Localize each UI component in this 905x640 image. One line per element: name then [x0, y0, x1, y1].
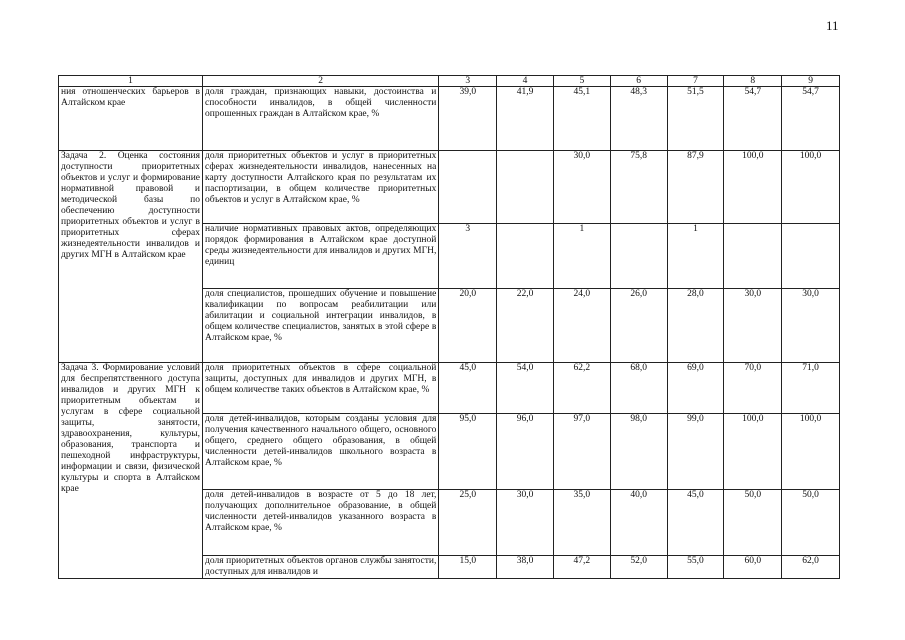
value-cell: 54,7: [782, 87, 840, 151]
value-cell: 97,0: [553, 414, 610, 490]
value-cell: 22,0: [497, 289, 554, 363]
value-cell: 25,0: [439, 490, 497, 556]
header-cell: 4: [497, 76, 554, 87]
value-cell: 69,0: [667, 363, 724, 414]
value-cell: 30,0: [782, 289, 840, 363]
value-cell: 50,0: [782, 490, 840, 556]
value-cell: 50,0: [724, 490, 782, 556]
value-cell: 24,0: [553, 289, 610, 363]
value-cell: 39,0: [439, 87, 497, 151]
value-cell: 70,0: [724, 363, 782, 414]
value-cell: 96,0: [497, 414, 554, 490]
value-cell: 52,0: [610, 556, 667, 579]
value-cell: 100,0: [724, 151, 782, 224]
value-cell: 15,0: [439, 556, 497, 579]
value-cell: 45,0: [439, 363, 497, 414]
value-cell: 71,0: [782, 363, 840, 414]
header-cell: 9: [782, 76, 840, 87]
value-cell: 48,3: [610, 87, 667, 151]
value-cell: 28,0: [667, 289, 724, 363]
value-cell: 47,2: [553, 556, 610, 579]
table-row: [59, 363, 840, 414]
indicator-cell: наличие нормативных правовых актов, определяющих порядок формирования в Алтайском крае доступной среды жизнедеятельности для инвалидов и других МГН, единиц: [203, 224, 439, 289]
table-row: [59, 87, 840, 151]
value-cell: 30,0: [497, 490, 554, 556]
value-cell: 51,5: [667, 87, 724, 151]
value-cell: 54,7: [724, 87, 782, 151]
value-cell: 1: [667, 224, 724, 289]
value-cell: 41,9: [497, 87, 554, 151]
value-cell: [782, 224, 840, 289]
header-cell: 1: [59, 76, 203, 87]
header-cell: 2: [203, 76, 439, 87]
value-cell: 60,0: [724, 556, 782, 579]
value-cell: 99,0: [667, 414, 724, 490]
value-cell: 1: [553, 224, 610, 289]
indicators-table: [58, 75, 840, 579]
header-cell: 8: [724, 76, 782, 87]
task-cell: Задача 2. Оценка состояния доступности приоритетных объектов и услуг и формирование нормативной правовой и методической базы по обеспечению доступности приоритетных объектов и услуг в приоритетных сферах жизнедеятельности инвалидов и других МГН в Алтайском крае: [59, 151, 203, 363]
value-cell: 75,8: [610, 151, 667, 224]
value-cell: 62,2: [553, 363, 610, 414]
value-cell: 68,0: [610, 363, 667, 414]
value-cell: [497, 151, 554, 224]
header-cell: 5: [553, 76, 610, 87]
value-cell: 45,1: [553, 87, 610, 151]
indicator-cell: доля детей-инвалидов, которым созданы условия для получения качественного начального общего, основного общего, среднего общего образования, в общей численности детей-инвалидов школьного возраста в Алтайском крае, %: [203, 414, 439, 490]
indicator-cell: доля граждан, признающих навыки, достоинства и способности инвалидов, в общей численности опрошенных граждан в Алтайском крае, %: [203, 87, 439, 151]
value-cell: 30,0: [724, 289, 782, 363]
value-cell: [439, 151, 497, 224]
indicator-cell: доля приоритетных объектов органов службы занятости, доступных для инвалидов и: [203, 556, 439, 579]
value-cell: 40,0: [610, 490, 667, 556]
value-cell: 30,0: [553, 151, 610, 224]
task-cell: Задача 3. Формирование условий для беспрепятственного доступа инвалидов и других МГН к приоритетным объектам и услугам в сфере социальной защиты, занятости, здравоохранения, культуры, образования, транспорта и пешеходной инфраструктуры, информации и связи, физической культуры и спорта в Алтайском крае: [59, 363, 203, 579]
indicator-cell: доля детей-инвалидов в возрасте от 5 до 18 лет, получающих дополнительное образование, в общей численности детей-инвалидов указанного возраста в Алтайском крае, %: [203, 490, 439, 556]
value-cell: 100,0: [782, 151, 840, 224]
value-cell: 95,0: [439, 414, 497, 490]
task-cell: ния отношенческих барьеров в Алтайском крае: [59, 87, 203, 151]
value-cell: 26,0: [610, 289, 667, 363]
value-cell: 87,9: [667, 151, 724, 224]
value-cell: 100,0: [782, 414, 840, 490]
header-cell: 3: [439, 76, 497, 87]
value-cell: 55,0: [667, 556, 724, 579]
value-cell: 54,0: [497, 363, 554, 414]
header-row: [59, 76, 840, 87]
table-row: [59, 151, 840, 224]
value-cell: 45,0: [667, 490, 724, 556]
indicator-cell: доля специалистов, прошедших обучение и повышение квалификации по вопросам реабилитации или абилитации и социальной интеграции инвалидов, в общем количестве специалистов, занятых в этой сфере в Алтайском крае, %: [203, 289, 439, 363]
page-number: 11: [826, 18, 839, 33]
value-cell: 100,0: [724, 414, 782, 490]
value-cell: 62,0: [782, 556, 840, 579]
value-cell: 38,0: [497, 556, 554, 579]
value-cell: [610, 224, 667, 289]
value-cell: 3: [439, 224, 497, 289]
value-cell: [497, 224, 554, 289]
header-cell: 7: [667, 76, 724, 87]
value-cell: 35,0: [553, 490, 610, 556]
indicator-cell: доля приоритетных объектов в сфере социальной защиты, доступных для инвалидов и других МГН, в общем количестве таких объектов в Алтайском крае, %: [203, 363, 439, 414]
value-cell: [724, 224, 782, 289]
header-cell: 6: [610, 76, 667, 87]
value-cell: 98,0: [610, 414, 667, 490]
indicator-cell: доля приоритетных объектов и услуг в приоритетных сферах жизнедеятельности инвалидов, нанесенных на карту доступности Алтайского края по результатам их паспортизации, в общем количестве приоритетных объектов и услуг в Алтайском крае, %: [203, 151, 439, 224]
value-cell: 20,0: [439, 289, 497, 363]
